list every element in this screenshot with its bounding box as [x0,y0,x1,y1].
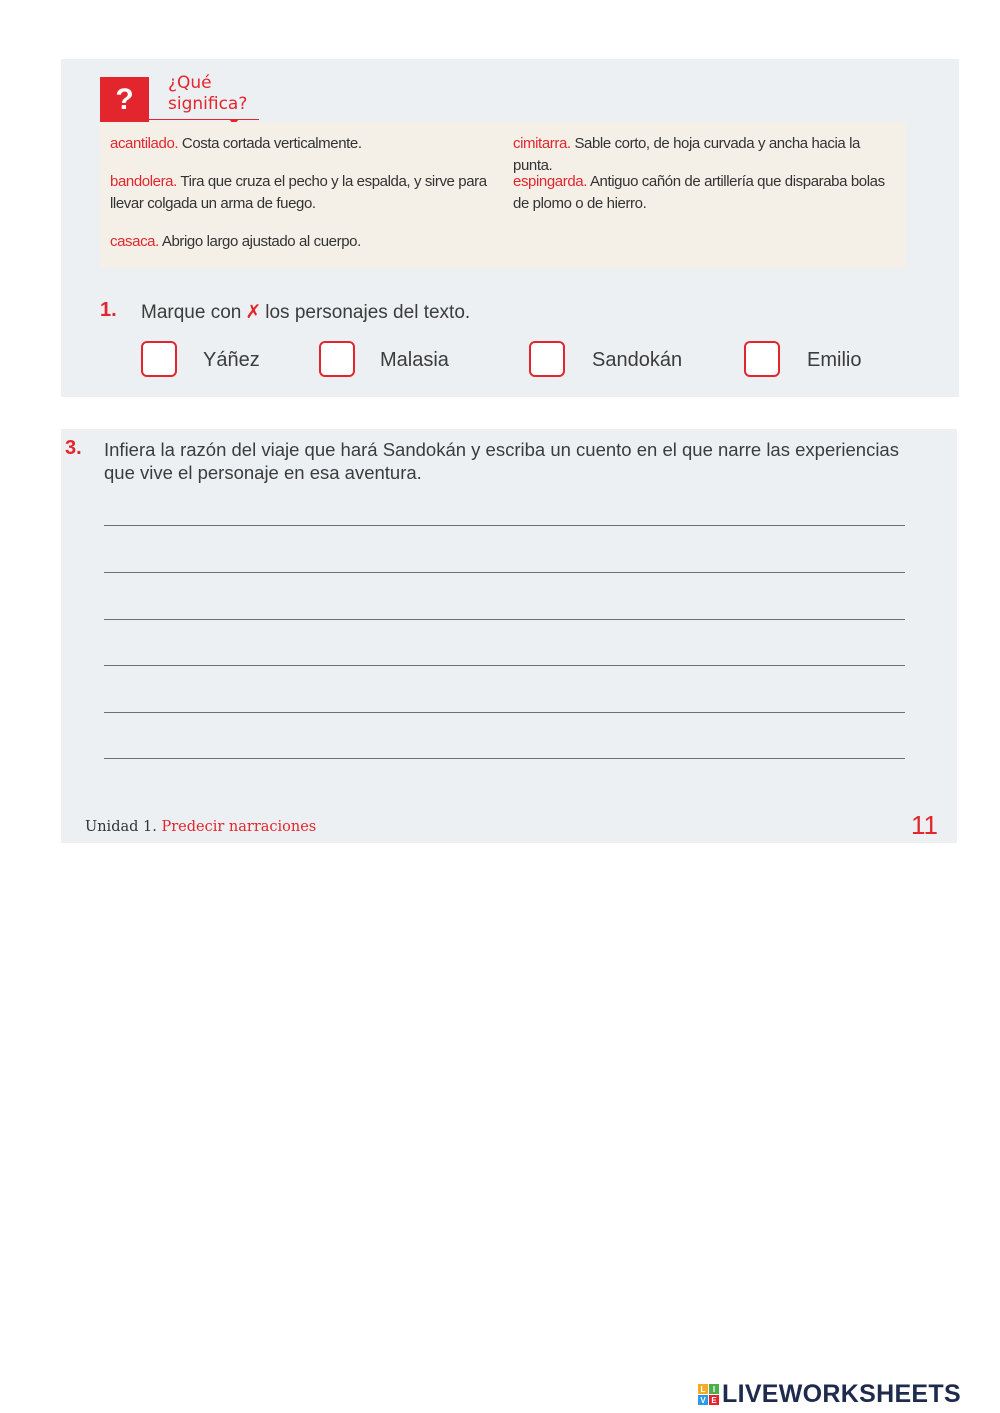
checkbox[interactable] [744,341,780,377]
checkbox[interactable] [529,341,565,377]
logo-cell: I [709,1384,719,1394]
bottom-panel [61,429,957,843]
option-malasia[interactable] [319,338,449,380]
glossary-term: casaca. [110,233,159,250]
option-emilio[interactable] [744,338,862,380]
glossary-entry [513,171,903,215]
page-footer [85,819,316,835]
answer-line[interactable] [104,758,905,759]
option-sandokan[interactable] [529,338,683,380]
footer-topic: Predecir narraciones [161,819,317,835]
option-label: Yáñez [203,349,260,371]
checkbox[interactable] [141,341,177,377]
badge-title: ¿Qué significa? [168,73,248,114]
answer-line[interactable] [104,525,905,526]
option-label: Emilio [807,349,862,371]
logo-cell: E [709,1395,719,1405]
question-mark-icon: ? [115,82,134,116]
glossary-definition: Costa cortada verticalmente. [178,135,362,152]
question-1-text-before: Marque con [141,302,242,323]
x-mark-icon: ✗ [245,302,262,323]
answer-line[interactable] [104,572,905,573]
option-label: Sandokán [592,349,683,371]
glossary-definition: Tira que cruza el pecho y la espalda, y sirve para llevar colgada un arma de fuego. [110,173,487,212]
logo-cell: V [698,1395,708,1405]
glossary-term: bandolera. [110,173,177,190]
glossary-definition: Abrigo largo ajustado al cuerpo. [158,233,361,250]
logo-icon [698,1384,719,1405]
glossary-entry [110,133,490,155]
question-1-text-after: los personajes del texto. [265,302,471,323]
answer-line[interactable] [104,665,905,666]
liveworksheets-logo [698,1380,961,1409]
logo-text: LIVEWORKSHEETS [722,1380,961,1408]
option-yanez[interactable] [141,338,260,380]
question-3-number: 3. [65,437,82,459]
question-1-text [141,301,470,324]
page-number: 11 [911,810,938,840]
glossary-term: cimitarra. [513,135,571,152]
glossary-definition: Antiguo cañón de artillería que disparaba bolas de plomo o de hierro. [513,173,885,212]
question-mark-badge [100,77,149,122]
glossary-term: espingarda. [513,173,587,190]
glossary-entry [110,231,490,253]
footer-unit: Unidad 1. [85,819,157,835]
logo-cell: L [698,1384,708,1394]
glossary-term: acantilado. [110,135,179,152]
question-3-text: Infiera la razón del viaje que hará Sandokán y escriba un cuento en el que narre las experiencias que vive el personaje en esa aventura. [104,439,899,483]
glossary-definition: Sable corto, de hoja curvada y ancha hacia la punta. [513,135,860,174]
glossary-entry [110,171,505,215]
badge-underline [149,119,259,120]
question-1-number: 1. [100,299,117,321]
answer-line[interactable] [104,712,905,713]
checkbox[interactable] [319,341,355,377]
option-label: Malasia [380,349,449,371]
answer-line[interactable] [104,619,905,620]
